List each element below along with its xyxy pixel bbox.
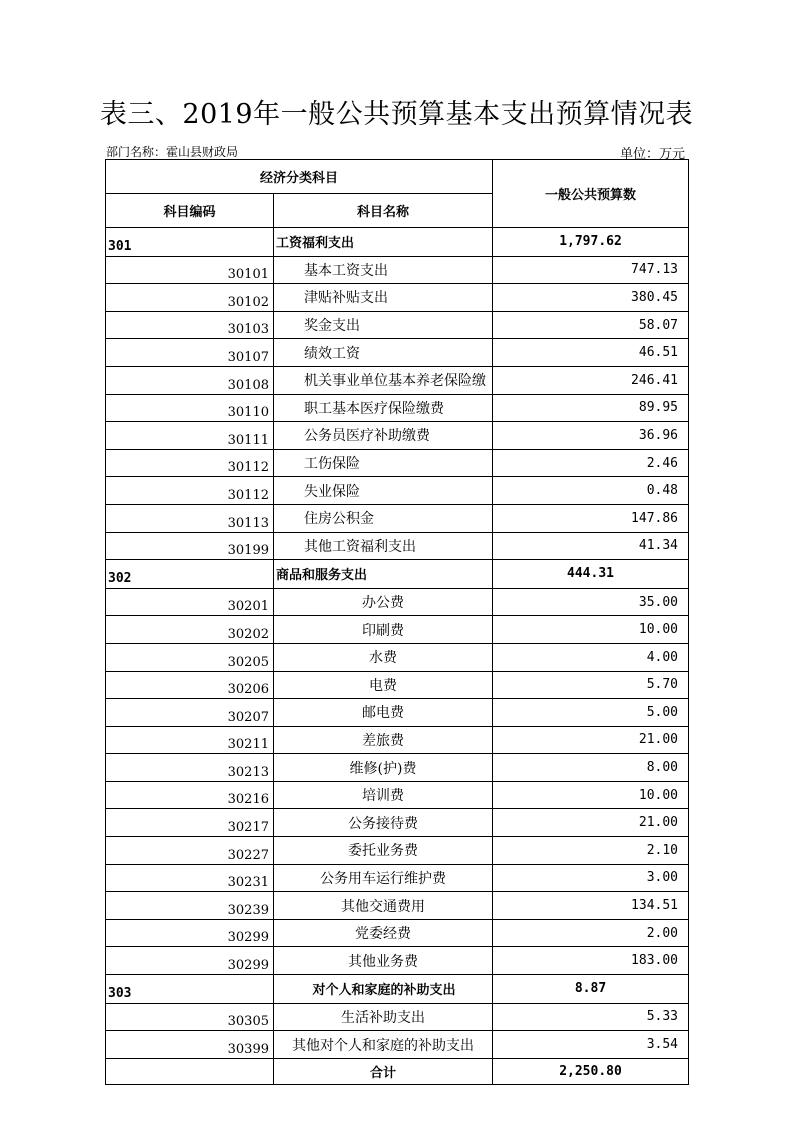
table-row [106,1003,689,1031]
section-name: 工资福利支出 [274,228,493,257]
item-code: 30205 [106,643,274,671]
header-code: 科目编码 [106,194,274,228]
item-amount: 134.51 [493,892,689,920]
total-empty-cell [106,1058,274,1085]
item-name: 差旅费 [274,726,493,754]
item-code: 30107 [106,339,274,367]
section-name: 商品和服务支出 [274,560,493,589]
budget-table [105,159,689,1085]
header-name: 科目名称 [274,194,493,228]
section-code: 301 [106,228,274,257]
item-amount: 3.54 [493,1031,689,1059]
item-amount: 21.00 [493,809,689,837]
table-row [106,671,689,699]
item-code: 30103 [106,311,274,339]
item-amount: 5.00 [493,699,689,727]
item-code: 30216 [106,781,274,809]
item-amount: 147.86 [493,504,689,532]
item-amount: 41.34 [493,532,689,560]
table-row [106,256,689,284]
item-amount: 36.96 [493,422,689,450]
item-amount: 5.70 [493,671,689,699]
item-name: 公务接待费 [274,809,493,837]
item-code: 30112 [106,449,274,477]
section-row [106,975,689,1004]
section-code: 302 [106,560,274,589]
total-row [106,1058,689,1085]
item-name: 邮电费 [274,699,493,727]
item-name: 办公费 [274,588,493,616]
item-amount: 3.00 [493,864,689,892]
item-code: 30213 [106,754,274,782]
item-amount: 35.00 [493,588,689,616]
item-code: 30202 [106,616,274,644]
item-code: 30112 [106,477,274,505]
item-amount: 46.51 [493,339,689,367]
item-code: 30111 [106,422,274,450]
table-row [106,504,689,532]
item-amount: 0.48 [493,477,689,505]
item-name: 失业保险 [274,477,493,505]
item-amount: 2.00 [493,919,689,947]
table-row [106,477,689,505]
table-row [106,339,689,367]
table-row [106,1031,689,1059]
item-code: 30231 [106,864,274,892]
item-code: 30108 [106,366,274,394]
table-row [106,422,689,450]
header-row-group [106,160,689,194]
table-row [106,726,689,754]
item-amount: 183.00 [493,947,689,975]
table-row [106,532,689,560]
item-name: 奖金支出 [274,311,493,339]
item-code: 30201 [106,588,274,616]
item-name: 公务员医疗补助缴费 [274,422,493,450]
section-row [106,228,689,257]
header-economic-category: 经济分类科目 [106,160,493,194]
table-row [106,947,689,975]
item-code: 30207 [106,699,274,727]
item-code: 30299 [106,947,274,975]
item-code: 30110 [106,394,274,422]
item-code: 30101 [106,256,274,284]
item-name: 公务用车运行维护费 [274,864,493,892]
item-code: 30227 [106,837,274,865]
table-row [106,781,689,809]
item-code: 30102 [106,284,274,312]
item-code: 30217 [106,809,274,837]
section-amount: 1,797.62 [493,228,689,257]
table-row [106,616,689,644]
item-code: 30211 [106,726,274,754]
section-amount: 444.31 [493,560,689,589]
item-name: 基本工资支出 [274,256,493,284]
item-amount: 21.00 [493,726,689,754]
budget-table-body [106,160,689,1085]
item-code: 30239 [106,892,274,920]
total-label: 合计 [274,1058,493,1085]
table-row [106,754,689,782]
table-row [106,919,689,947]
table-row [106,699,689,727]
item-name: 其他对个人和家庭的补助支出 [274,1031,493,1059]
table-row [106,366,689,394]
table-row [106,809,689,837]
item-amount: 5.33 [493,1003,689,1031]
item-code: 30113 [106,504,274,532]
item-amount: 10.00 [493,781,689,809]
item-amount: 2.10 [493,837,689,865]
section-code: 303 [106,975,274,1004]
item-name: 职工基本医疗保险缴费 [274,394,493,422]
unit-label: 单位：万元 [619,147,685,162]
item-amount: 246.41 [493,366,689,394]
item-amount: 747.13 [493,256,689,284]
item-name: 生活补助支出 [274,1003,493,1031]
item-amount: 8.00 [493,754,689,782]
section-name: 对个人和家庭的补助支出 [274,975,493,1004]
item-amount: 2.46 [493,449,689,477]
page-title: 表三、2019年一般公共预算基本支出预算情况表 [99,99,694,130]
item-name: 党委经费 [274,919,493,947]
item-name: 培训费 [274,781,493,809]
item-name: 委托业务费 [274,837,493,865]
header-amount: 一般公共预算数 [493,160,689,228]
item-name: 工伤保险 [274,449,493,477]
item-code: 30305 [106,1003,274,1031]
item-code: 30206 [106,671,274,699]
department-label: 部门名称：霍山县财政局 [106,145,239,159]
table-row [106,588,689,616]
table-row [106,311,689,339]
item-name: 机关事业单位基本养老保险缴 [274,366,493,394]
table-row [106,643,689,671]
item-name: 印刷费 [274,616,493,644]
total-amount: 2,250.80 [493,1058,689,1085]
item-code: 30299 [106,919,274,947]
table-row [106,837,689,865]
item-amount: 10.00 [493,616,689,644]
item-name: 维修(护)费 [274,754,493,782]
item-name: 其他业务费 [274,947,493,975]
table-row [106,284,689,312]
section-amount: 8.87 [493,975,689,1004]
item-name: 住房公积金 [274,504,493,532]
item-name: 其他工资福利支出 [274,532,493,560]
table-row [106,394,689,422]
item-amount: 89.95 [493,394,689,422]
item-name: 电费 [274,671,493,699]
item-name: 水费 [274,643,493,671]
table-row [106,864,689,892]
table-row [106,892,689,920]
item-code: 30399 [106,1031,274,1059]
item-amount: 380.45 [493,284,689,312]
table-row [106,449,689,477]
item-amount: 58.07 [493,311,689,339]
item-name: 津贴补贴支出 [274,284,493,312]
section-row [106,560,689,589]
item-amount: 4.00 [493,643,689,671]
item-name: 其他交通费用 [274,892,493,920]
item-code: 30199 [106,532,274,560]
item-name: 绩效工资 [274,339,493,367]
